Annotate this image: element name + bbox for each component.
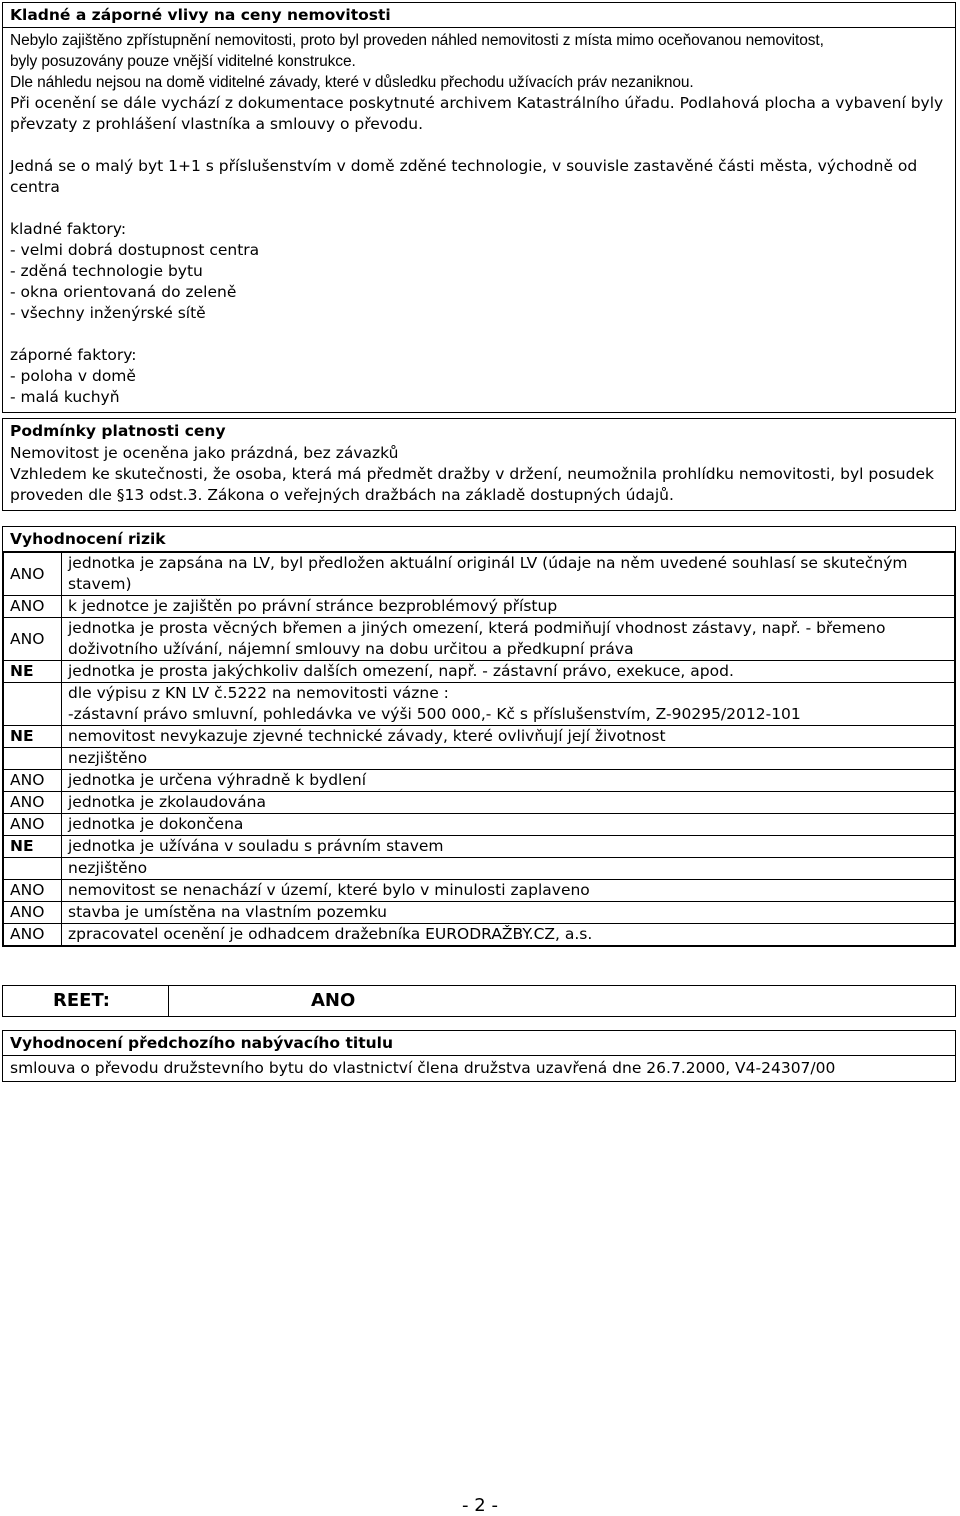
risk-description (62, 792, 955, 814)
risk-description-line: jednotka je užívána v souladu s právním stavem (68, 837, 444, 855)
text-line: - poloha v domě (10, 367, 136, 385)
influences-title: Kladné a záporné vlivy na ceny nemovitosti (3, 3, 955, 28)
text-line: Jedná se o malý byt 1+1 s příslušenstvím v domě zděné technologie, v souvisle zastavěné části města, východně od (10, 157, 918, 175)
risks-section (2, 526, 956, 947)
risk-description-line: nezjištěno (68, 749, 148, 767)
risk-row (4, 596, 955, 618)
risk-description (62, 902, 955, 924)
risk-description-line: jednotka je zapsána na LV, byl předložen aktuální originál LV (údaje na něm uvedené souhlasí se skutečným (68, 554, 908, 572)
documentation-text (10, 93, 948, 135)
risk-description (62, 618, 955, 661)
risk-answer: ANO (4, 902, 62, 924)
risk-row (4, 618, 955, 661)
risk-answer: ANO (4, 924, 62, 946)
text-line: Při ocenění se dále vychází z dokumentace poskytnuté archivem Katastrálního úřadu. Podlahová plocha a vybavení byly (10, 94, 944, 112)
risk-row (4, 836, 955, 858)
positive-factors-list (10, 240, 948, 324)
risk-description (62, 726, 955, 748)
risk-answer: NE (4, 726, 62, 748)
risk-description-line: jednotka je určena výhradně k bydlení (68, 771, 367, 789)
text-line: Nemovitost je oceněna jako prázdná, bez závazků (10, 444, 399, 462)
risk-description-line: dle výpisu z KN LV č.5222 na nemovitosti vázne : (68, 684, 449, 702)
risk-description-line: nemovitost nevykazuje zjevné technické závady, které ovlivňují její životnost (68, 727, 666, 745)
risks-table (3, 552, 955, 946)
reet-value: ANO (311, 990, 356, 1011)
risk-description-line: zpracovatel ocenění je odhadcem dražebníka EURODRAŽBY.CZ, a.s. (68, 925, 593, 943)
risk-row (4, 553, 955, 596)
risk-answer: ANO (4, 792, 62, 814)
text-line: - zděná technologie bytu (10, 262, 203, 280)
page-number: - 2 - (462, 1495, 498, 1516)
risk-row (4, 770, 955, 792)
reet-label: REET: (3, 986, 169, 1016)
risk-row (4, 902, 955, 924)
negative-factors-list (10, 366, 948, 408)
positive-factors-title: kladné faktory: (10, 220, 127, 238)
risk-description (62, 880, 955, 902)
risk-description (62, 553, 955, 596)
risk-description-line: jednotka je zkolaudována (68, 793, 266, 811)
risk-description (62, 683, 955, 726)
influences-section (2, 2, 956, 413)
risk-answer: ANO (4, 814, 62, 836)
risk-description-line: k jednotce je zajištěn po právní stránce bezproblémový přístup (68, 597, 558, 615)
risk-description (62, 858, 955, 880)
text-line: Vzhledem ke skutečnosti, že osoba, která má předmět dražby v držení, neumožnila prohlídku nemovitosti, byl posudek (10, 465, 934, 483)
risk-row (4, 880, 955, 902)
risk-description-line: doživotního užívání, nájemní smlouvy na dobu určitou a předkupní práva (68, 640, 634, 658)
risk-answer: NE (4, 836, 62, 858)
risk-description (62, 836, 955, 858)
risk-row (4, 814, 955, 836)
text-line: převzaty z prohlášení vlastníka a smlouvy o převodu. (10, 115, 424, 133)
negative-factors-title: záporné faktory: (10, 346, 137, 364)
risk-answer: ANO (4, 553, 62, 596)
text-line: - všechny inženýrské sítě (10, 304, 206, 322)
risk-row (4, 683, 955, 726)
risk-description-line: nemovitost se nenachází v území, které bylo v minulosti zaplaveno (68, 881, 590, 899)
risk-row (4, 726, 955, 748)
text-line: - okna orientovaná do zeleně (10, 283, 237, 301)
text-line: byly posuzovány pouze vnější viditelné konstrukce. (10, 53, 356, 70)
risk-description (62, 748, 955, 770)
risk-description-line: jednotka je dokončena (68, 815, 244, 833)
risk-description (62, 814, 955, 836)
text-line: centra (10, 178, 60, 196)
risk-row (4, 858, 955, 880)
risk-row (4, 924, 955, 946)
intro-text (10, 30, 948, 93)
risk-row (4, 748, 955, 770)
risk-description-line: jednotka je prosta věcných břemen a jiných omezení, která podmiňují vhodnost zástavy, např. - břemeno (68, 619, 886, 637)
risk-description-line: stavba je umístěna na vlastním pozemku (68, 903, 387, 921)
text-line: - malá kuchyň (10, 388, 120, 406)
reet-row (2, 985, 956, 1017)
risk-description (62, 661, 955, 683)
risk-row (4, 792, 955, 814)
risk-answer: NE (4, 661, 62, 683)
conditions-section (2, 418, 956, 511)
risk-answer (4, 858, 62, 880)
risk-description-line: jednotka je prosta jakýchkoliv dalších omezení, např. - zástavní právo, exekuce, apod. (68, 662, 734, 680)
risk-answer: ANO (4, 770, 62, 792)
risk-answer (4, 683, 62, 726)
risk-description-line: stavem) (68, 575, 132, 593)
title-evaluation-title: Vyhodnocení předchozího nabývacího titulu (3, 1031, 955, 1056)
risk-description (62, 596, 955, 618)
risk-answer: ANO (4, 618, 62, 661)
text-line: Dle náhledu nejsou na domě viditelné závady, které v důsledku přechodu užívacích práv nezaniknou. (10, 74, 694, 91)
conditions-title: Podmínky platnosti ceny (3, 418, 955, 443)
risk-description-line: nezjištěno (68, 859, 148, 877)
text-line: proveden dle §13 odst.3. Zákona o veřejných dražbách na základě dostupných údajů. (10, 486, 674, 504)
risk-answer: ANO (4, 596, 62, 618)
conditions-text (3, 443, 955, 510)
description-text (10, 156, 948, 198)
risks-title: Vyhodnocení rizik (3, 527, 955, 552)
risk-description (62, 924, 955, 946)
risk-row (4, 661, 955, 683)
risk-description-line: -zástavní právo smluvní, pohledávka ve výši 500 000,- Kč s příslušenstvím, Z-90295/2012-101 (68, 705, 801, 723)
text-line: - velmi dobrá dostupnost centra (10, 241, 260, 259)
risk-description (62, 770, 955, 792)
text-line: Nebylo zajištěno zpřístupnění nemovitosti, proto byl proveden náhled nemovitosti z místa mimo oceňovanou nemovitost, (10, 32, 824, 49)
influences-body (3, 28, 955, 412)
risk-answer (4, 748, 62, 770)
title-evaluation-text: smlouva o převodu družstevního bytu do vlastnictví člena družstva uzavřená dne 26.7.2000, V4-24307/00 (10, 1059, 836, 1077)
title-evaluation-section (2, 1030, 956, 1082)
risk-answer: ANO (4, 880, 62, 902)
